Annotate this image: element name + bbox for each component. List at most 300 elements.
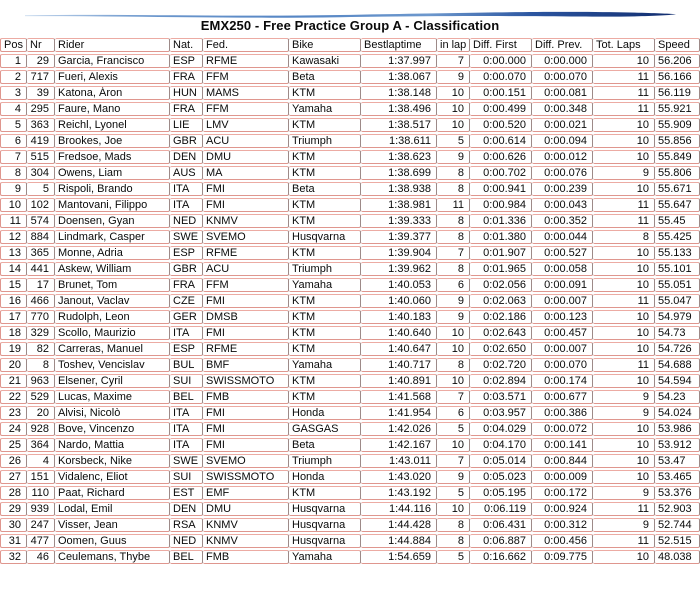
cell-nat: EST [170,486,203,500]
table-row [0,486,700,500]
cell-nat: ITA [170,182,203,196]
table-row [0,278,700,292]
cell-bestlaptime: 1:43.192 [361,486,437,500]
cell-rider: Owens, Liam [55,166,170,180]
cell-tot_laps: 9 [593,166,655,180]
cell-nat: FRA [170,278,203,292]
cell-tot_laps: 10 [593,150,655,164]
cell-rider: Katona, Áron [55,86,170,100]
cell-bike: Honda [289,470,361,484]
cell-in_lap: 7 [437,246,470,260]
cell-in_lap: 8 [437,262,470,276]
cell-nat: GER [170,310,203,324]
cell-bestlaptime: 1:38.611 [361,134,437,148]
cell-diff_first: 0:02.643 [470,326,532,340]
cell-bike: Yamaha [289,358,361,372]
cell-in_lap: 8 [437,214,470,228]
cell-diff_prev: 0:00.072 [532,422,593,436]
cell-diff_prev: 0:00.239 [532,182,593,196]
cell-nr: 20 [27,406,55,420]
cell-pos: 28 [0,486,27,500]
cell-diff_first: 0:01.336 [470,214,532,228]
cell-in_lap: 5 [437,550,470,564]
cell-speed: 55.921 [655,102,700,116]
column-header-diff_prev: Diff. Prev. [532,38,593,52]
cell-fed: DMSB [203,310,289,324]
cell-speed: 55.101 [655,262,700,276]
cell-rider: Fredsoe, Mads [55,150,170,164]
cell-diff_first: 0:06.119 [470,502,532,516]
cell-in_lap: 10 [437,326,470,340]
cell-nr: 39 [27,86,55,100]
cell-bestlaptime: 1:38.067 [361,70,437,84]
cell-speed: 48.038 [655,550,700,564]
cell-tot_laps: 8 [593,230,655,244]
cell-bestlaptime: 1:38.623 [361,150,437,164]
cell-tot_laps: 9 [593,518,655,532]
cell-bestlaptime: 1:38.148 [361,86,437,100]
table-row [0,70,700,84]
column-header-bestlaptime: Bestlaptime [361,38,437,52]
cell-bike: Triumph [289,262,361,276]
cell-fed: FMI [203,438,289,452]
cell-speed: 52.744 [655,518,700,532]
cell-nat: BEL [170,550,203,564]
cell-bike: Yamaha [289,550,361,564]
cell-speed: 52.903 [655,502,700,516]
cell-tot_laps: 10 [593,134,655,148]
cell-bestlaptime: 1:40.183 [361,310,437,324]
cell-pos: 15 [0,278,27,292]
cell-bestlaptime: 1:43.020 [361,470,437,484]
cell-nat: NED [170,534,203,548]
cell-bestlaptime: 1:40.060 [361,294,437,308]
cell-fed: FFM [203,70,289,84]
cell-diff_first: 0:00.941 [470,182,532,196]
table-row [0,150,700,164]
table-row [0,358,700,372]
cell-bike: KTM [289,486,361,500]
cell-tot_laps: 10 [593,182,655,196]
cell-speed: 55.133 [655,246,700,260]
cell-bike: Husqvarna [289,518,361,532]
table-body [0,54,700,564]
cell-speed: 54.73 [655,326,700,340]
cell-rider: Rudolph, Leon [55,310,170,324]
cell-in_lap: 9 [437,294,470,308]
cell-in_lap: 8 [437,166,470,180]
cell-speed: 54.024 [655,406,700,420]
cell-nat: ITA [170,326,203,340]
cell-bestlaptime: 1:38.496 [361,102,437,116]
table-row [0,310,700,324]
column-header-rider: Rider [55,38,170,52]
cell-rider: Doensen, Gyan [55,214,170,228]
cell-bestlaptime: 1:38.699 [361,166,437,180]
table-row [0,374,700,388]
cell-diff_first: 0:00.000 [470,54,532,68]
cell-pos: 19 [0,342,27,356]
cell-nat: ITA [170,198,203,212]
cell-tot_laps: 10 [593,342,655,356]
table-row [0,118,700,132]
cell-speed: 56.166 [655,70,700,84]
cell-bestlaptime: 1:44.428 [361,518,437,532]
cell-diff_first: 0:04.029 [470,422,532,436]
cell-bike: Honda [289,406,361,420]
cell-speed: 53.465 [655,470,700,484]
cell-speed: 55.671 [655,182,700,196]
cell-bestlaptime: 1:40.717 [361,358,437,372]
table-row [0,134,700,148]
cell-bestlaptime: 1:40.053 [361,278,437,292]
cell-nat: GBR [170,134,203,148]
cell-nat: NED [170,214,203,228]
cell-nat: ITA [170,406,203,420]
cell-in_lap: 11 [437,198,470,212]
cell-tot_laps: 11 [593,214,655,228]
cell-bike: KTM [289,342,361,356]
cell-bike: Husqvarna [289,230,361,244]
table-row [0,470,700,484]
cell-bestlaptime: 1:42.167 [361,438,437,452]
cell-rider: Reichl, Lyonel [55,118,170,132]
cell-pos: 25 [0,438,27,452]
cell-bike: KTM [289,86,361,100]
cell-nr: 515 [27,150,55,164]
cell-diff_first: 0:00.070 [470,70,532,84]
cell-bestlaptime: 1:43.011 [361,454,437,468]
cell-speed: 54.23 [655,390,700,404]
cell-diff_prev: 0:00.172 [532,486,593,500]
cell-tot_laps: 10 [593,262,655,276]
cell-in_lap: 7 [437,454,470,468]
cell-fed: ACU [203,262,289,276]
cell-nr: 46 [27,550,55,564]
cell-bike: KTM [289,118,361,132]
cell-nat: DEN [170,150,203,164]
cell-fed: FMI [203,326,289,340]
cell-nr: 770 [27,310,55,324]
header-row [0,38,700,52]
cell-in_lap: 9 [437,310,470,324]
cell-fed: MA [203,166,289,180]
cell-fed: BMF [203,358,289,372]
cell-bike: Beta [289,70,361,84]
cell-bike: Husqvarna [289,534,361,548]
cell-bike: Triumph [289,134,361,148]
cell-bestlaptime: 1:38.517 [361,118,437,132]
cell-diff_first: 0:00.499 [470,102,532,116]
cell-tot_laps: 10 [593,310,655,324]
cell-diff_prev: 0:00.141 [532,438,593,452]
table-row [0,230,700,244]
table-row [0,342,700,356]
cell-pos: 18 [0,326,27,340]
cell-diff_prev: 0:00.070 [532,70,593,84]
cell-fed: FMI [203,198,289,212]
cell-nr: 102 [27,198,55,212]
cell-pos: 20 [0,358,27,372]
cell-nr: 304 [27,166,55,180]
cell-pos: 5 [0,118,27,132]
cell-diff_prev: 0:00.457 [532,326,593,340]
cell-bike: KTM [289,198,361,212]
cell-fed: FMI [203,182,289,196]
cell-speed: 55.849 [655,150,700,164]
cell-nat: SUI [170,374,203,388]
cell-rider: Visser, Jean [55,518,170,532]
cell-rider: Korsbeck, Nike [55,454,170,468]
cell-tot_laps: 10 [593,454,655,468]
cell-fed: RFME [203,54,289,68]
cell-pos: 32 [0,550,27,564]
cell-pos: 9 [0,182,27,196]
cell-speed: 53.376 [655,486,700,500]
classification-table [0,36,700,566]
cell-bike: Husqvarna [289,502,361,516]
cell-nr: 29 [27,54,55,68]
cell-nr: 5 [27,182,55,196]
cell-in_lap: 8 [437,182,470,196]
cell-nat: HUN [170,86,203,100]
cell-bike: KTM [289,310,361,324]
cell-bike: Yamaha [289,102,361,116]
cell-bestlaptime: 1:44.116 [361,502,437,516]
cell-bestlaptime: 1:41.568 [361,390,437,404]
cell-bestlaptime: 1:44.884 [361,534,437,548]
table-row [0,246,700,260]
cell-speed: 55.647 [655,198,700,212]
cell-speed: 52.515 [655,534,700,548]
cell-diff_first: 0:00.151 [470,86,532,100]
cell-diff_first: 0:04.170 [470,438,532,452]
cell-nr: 477 [27,534,55,548]
cell-diff_prev: 0:00.386 [532,406,593,420]
cell-rider: Bove, Vincenzo [55,422,170,436]
cell-pos: 11 [0,214,27,228]
cell-bestlaptime: 1:39.333 [361,214,437,228]
cell-nr: 110 [27,486,55,500]
cell-diff_prev: 0:00.091 [532,278,593,292]
table-row [0,294,700,308]
cell-in_lap: 6 [437,406,470,420]
cell-pos: 26 [0,454,27,468]
cell-bike: KTM [289,374,361,388]
cell-bike: GASGAS [289,422,361,436]
cell-nr: 419 [27,134,55,148]
cell-diff_first: 0:02.720 [470,358,532,372]
cell-fed: SVEMO [203,454,289,468]
cell-diff_prev: 0:00.007 [532,342,593,356]
cell-diff_prev: 0:00.021 [532,118,593,132]
cell-diff_first: 0:06.887 [470,534,532,548]
cell-speed: 53.912 [655,438,700,452]
table-row [0,166,700,180]
cell-fed: ACU [203,134,289,148]
cell-nat: FRA [170,70,203,84]
cell-pos: 24 [0,422,27,436]
cell-rider: Ceulemans, Thybe [55,550,170,564]
column-header-in_lap: in lap [437,38,470,52]
cell-diff_prev: 0:00.012 [532,150,593,164]
cell-fed: FMB [203,550,289,564]
cell-pos: 29 [0,502,27,516]
cell-pos: 31 [0,534,27,548]
cell-speed: 55.856 [655,134,700,148]
cell-diff_prev: 0:00.058 [532,262,593,276]
cell-diff_prev: 0:00.081 [532,86,593,100]
cell-speed: 54.688 [655,358,700,372]
cell-diff_prev: 0:00.000 [532,54,593,68]
cell-nr: 8 [27,358,55,372]
table-row [0,390,700,404]
cell-nat: AUS [170,166,203,180]
cell-diff_first: 0:01.380 [470,230,532,244]
cell-rider: Janout, Vaclav [55,294,170,308]
cell-rider: Paat, Richard [55,486,170,500]
cell-diff_prev: 0:00.348 [532,102,593,116]
cell-diff_first: 0:05.014 [470,454,532,468]
cell-diff_first: 0:01.965 [470,262,532,276]
cell-tot_laps: 10 [593,550,655,564]
cell-fed: FMI [203,422,289,436]
table-row [0,214,700,228]
table-header [0,38,700,52]
table-row [0,86,700,100]
cell-diff_first: 0:02.894 [470,374,532,388]
cell-pos: 23 [0,406,27,420]
cell-nr: 441 [27,262,55,276]
cell-tot_laps: 11 [593,502,655,516]
cell-speed: 56.119 [655,86,700,100]
column-header-nat: Nat. [170,38,203,52]
cell-rider: Rispoli, Brando [55,182,170,196]
cell-nr: 247 [27,518,55,532]
cell-pos: 10 [0,198,27,212]
cell-diff_first: 0:00.520 [470,118,532,132]
cell-tot_laps: 10 [593,422,655,436]
cell-diff_prev: 0:00.456 [532,534,593,548]
cell-in_lap: 10 [437,102,470,116]
page-title: EMX250 - Free Practice Group A - Classification [200,18,500,33]
cell-diff_prev: 0:00.043 [532,198,593,212]
cell-nat: SUI [170,470,203,484]
table-row [0,54,700,68]
cell-speed: 56.206 [655,54,700,68]
cell-diff_prev: 0:00.123 [532,310,593,324]
cell-bestlaptime: 1:39.377 [361,230,437,244]
cell-rider: Scollo, Maurizio [55,326,170,340]
cell-diff_first: 0:00.702 [470,166,532,180]
cell-pos: 22 [0,390,27,404]
cell-pos: 14 [0,262,27,276]
cell-nr: 884 [27,230,55,244]
cell-rider: Faure, Mano [55,102,170,116]
cell-speed: 55.806 [655,166,700,180]
cell-speed: 55.45 [655,214,700,228]
cell-tot_laps: 10 [593,278,655,292]
cell-pos: 3 [0,86,27,100]
cell-rider: Alvisi, Nicolò [55,406,170,420]
cell-speed: 55.425 [655,230,700,244]
cell-diff_prev: 0:00.007 [532,294,593,308]
table-row [0,326,700,340]
cell-tot_laps: 9 [593,486,655,500]
cell-nr: 4 [27,454,55,468]
cell-nr: 82 [27,342,55,356]
cell-rider: Lucas, Maxime [55,390,170,404]
cell-rider: Oomen, Guus [55,534,170,548]
cell-diff_first: 0:06.431 [470,518,532,532]
cell-fed: FMI [203,406,289,420]
cell-speed: 53.47 [655,454,700,468]
table-row [0,406,700,420]
cell-nat: GBR [170,262,203,276]
cell-nat: ESP [170,342,203,356]
cell-pos: 4 [0,102,27,116]
column-header-diff_first: Diff. First [470,38,532,52]
cell-fed: SWISSMOTO [203,470,289,484]
cell-rider: Vidalenc, Eliot [55,470,170,484]
cell-in_lap: 5 [437,486,470,500]
cell-tot_laps: 10 [593,374,655,388]
cell-bike: KTM [289,214,361,228]
cell-rider: Fueri, Alexis [55,70,170,84]
cell-pos: 17 [0,310,27,324]
cell-diff_first: 0:02.186 [470,310,532,324]
cell-bestlaptime: 1:40.647 [361,342,437,356]
cell-nat: FRA [170,102,203,116]
cell-nr: 466 [27,294,55,308]
cell-in_lap: 7 [437,390,470,404]
cell-diff_first: 0:05.195 [470,486,532,500]
cell-tot_laps: 9 [593,390,655,404]
cell-diff_prev: 0:09.775 [532,550,593,564]
cell-diff_prev: 0:00.312 [532,518,593,532]
cell-bike: Kawasaki [289,54,361,68]
cell-nr: 574 [27,214,55,228]
cell-speed: 55.051 [655,278,700,292]
cell-in_lap: 5 [437,134,470,148]
cell-in_lap: 10 [437,438,470,452]
cell-pos: 1 [0,54,27,68]
cell-nat: LIE [170,118,203,132]
cell-rider: Lodal, Emil [55,502,170,516]
cell-pos: 7 [0,150,27,164]
table-row [0,518,700,532]
column-header-pos: Pos [0,38,27,52]
cell-bestlaptime: 1:38.938 [361,182,437,196]
cell-in_lap: 9 [437,470,470,484]
cell-pos: 13 [0,246,27,260]
cell-speed: 54.726 [655,342,700,356]
cell-diff_prev: 0:00.527 [532,246,593,260]
column-header-nr: Nr [27,38,55,52]
cell-pos: 16 [0,294,27,308]
cell-fed: RFME [203,246,289,260]
cell-nat: CZE [170,294,203,308]
cell-fed: MAMS [203,86,289,100]
cell-fed: FMB [203,390,289,404]
cell-rider: Toshev, Vencislav [55,358,170,372]
cell-speed: 55.909 [655,118,700,132]
cell-tot_laps: 10 [593,246,655,260]
cell-bike: KTM [289,246,361,260]
cell-diff_prev: 0:00.044 [532,230,593,244]
cell-bike: KTM [289,294,361,308]
cell-bestlaptime: 1:39.904 [361,246,437,260]
